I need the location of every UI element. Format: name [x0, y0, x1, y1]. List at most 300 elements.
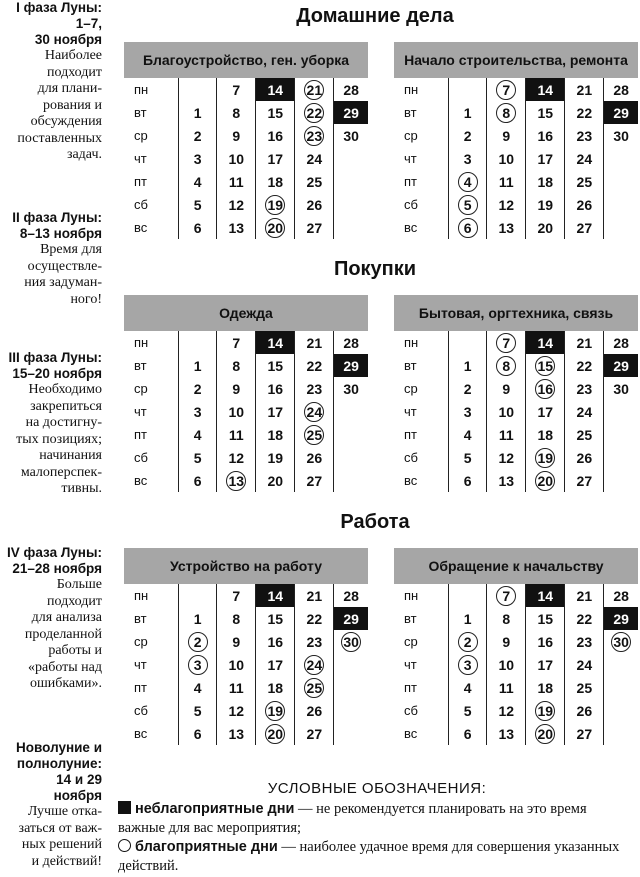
day-cell [526, 446, 565, 469]
day-number: 14 [267, 334, 284, 351]
calendar-row [394, 124, 638, 147]
calendar-grid [124, 584, 368, 745]
calendar-row [394, 331, 638, 354]
day-cell [295, 630, 334, 653]
day-cell [334, 124, 368, 147]
day-cell [295, 124, 334, 147]
day-number: 16 [267, 380, 284, 397]
day-number: 15 [537, 357, 554, 374]
day-cell [179, 377, 217, 400]
day-cell [526, 124, 565, 147]
day-number: 17 [537, 403, 554, 420]
weekday-label: ср [134, 634, 148, 649]
day-number: 14 [537, 334, 554, 351]
day-number: 27 [576, 472, 593, 489]
day-cell [565, 147, 604, 170]
day-number: 2 [463, 380, 472, 397]
day-cell [179, 469, 217, 492]
day-cell [526, 676, 565, 699]
empty-cell [179, 78, 217, 101]
day-number: 7 [502, 334, 511, 351]
day-cell [334, 78, 368, 101]
day-number: 10 [228, 150, 245, 167]
day-number: 10 [498, 403, 515, 420]
day-number: 16 [537, 127, 554, 144]
day-cell [217, 607, 256, 630]
day-cell [217, 446, 256, 469]
day-number: 27 [306, 472, 323, 489]
day-number: 2 [463, 633, 472, 650]
weekday-label: вс [404, 726, 418, 741]
calendar-row [394, 101, 638, 124]
calendar-row [394, 469, 638, 492]
day-cell [487, 400, 526, 423]
day-cell [256, 124, 295, 147]
day-cell [217, 354, 256, 377]
calendar-row [124, 147, 368, 170]
day-cell [487, 607, 526, 630]
day-cell [604, 377, 638, 400]
day-cell [334, 354, 368, 377]
day-number: 6 [193, 472, 202, 489]
day-number: 4 [463, 173, 472, 190]
day-cell [217, 400, 256, 423]
day-cell [487, 124, 526, 147]
day-cell [256, 216, 295, 239]
day-cell [449, 377, 487, 400]
day-cell [526, 147, 565, 170]
calendar-row [394, 170, 638, 193]
day-number: 1 [463, 610, 472, 627]
day-cell [179, 630, 217, 653]
day-cell [295, 331, 334, 354]
empty-cell [604, 699, 638, 722]
weekday-label: вс [134, 473, 148, 488]
day-cell [256, 400, 295, 423]
day-number: 8 [232, 357, 241, 374]
day-number: 6 [463, 472, 472, 489]
day-cell [449, 423, 487, 446]
day-number: 12 [228, 196, 245, 213]
day-number: 17 [537, 656, 554, 673]
day-number: 5 [193, 196, 202, 213]
day-number: 5 [463, 449, 472, 466]
day-number: 3 [193, 656, 202, 673]
day-cell [217, 630, 256, 653]
day-number: 14 [267, 81, 284, 98]
phase-heading: Новолуние и полнолуние: 14 и 29 ноября [16, 740, 102, 803]
day-cell [604, 101, 638, 124]
phase-heading: IV фаза Луны: 21–28 ноября [7, 545, 102, 576]
empty-cell [604, 170, 638, 193]
day-cell [487, 630, 526, 653]
calendar-title: Начало строительства, ремонта [394, 42, 638, 78]
day-number: 26 [306, 196, 323, 213]
empty-cell [334, 193, 368, 216]
day-cell [487, 469, 526, 492]
weekday-label: вт [404, 611, 417, 626]
day-number: 8 [502, 610, 511, 627]
weekday-label: пн [404, 82, 419, 97]
day-number: 8 [502, 357, 511, 374]
day-cell [295, 354, 334, 377]
weekday-label: сб [404, 703, 418, 718]
day-number: 4 [463, 679, 472, 696]
day-number: 20 [267, 725, 284, 742]
day-number: 25 [306, 679, 323, 696]
day-number: 1 [463, 104, 472, 121]
empty-cell [334, 216, 368, 239]
day-number: 29 [343, 357, 359, 374]
day-number: 25 [576, 426, 593, 443]
day-number: 2 [193, 633, 202, 650]
day-cell [295, 400, 334, 423]
day-cell [565, 78, 604, 101]
calendar-row [394, 722, 638, 745]
calendar-row [124, 653, 368, 676]
day-number: 26 [306, 702, 323, 719]
empty-cell [604, 400, 638, 423]
day-number: 5 [193, 449, 202, 466]
legend-good-text: — наиболее удачное время для совершения указанных действий. [118, 839, 620, 874]
weekday-label: вт [134, 358, 147, 373]
day-cell [295, 101, 334, 124]
day-number: 17 [267, 656, 284, 673]
day-cell [295, 78, 334, 101]
day-number: 22 [576, 104, 593, 121]
weekday-label: чт [134, 404, 147, 419]
day-cell [449, 630, 487, 653]
day-number: 21 [306, 587, 323, 604]
phase-heading: I фаза Луны: 1–7, 30 ноября [16, 0, 102, 47]
day-number: 29 [343, 104, 359, 121]
day-number: 12 [498, 702, 515, 719]
day-cell [526, 722, 565, 745]
section-title-work: Работа [340, 511, 410, 533]
day-number: 30 [343, 633, 359, 650]
weekday-label: вт [134, 611, 147, 626]
column-divider [106, 0, 107, 877]
day-number: 30 [343, 380, 359, 397]
day-number: 20 [267, 219, 284, 236]
day-cell [565, 400, 604, 423]
empty-cell [604, 722, 638, 745]
day-number: 2 [463, 127, 472, 144]
phase-text: Наиболее подходит для плани- рования и обсуждения поставленных задач. [17, 48, 102, 162]
day-cell [334, 377, 368, 400]
day-number: 3 [193, 150, 202, 167]
calendar-row [124, 469, 368, 492]
day-number: 30 [343, 127, 359, 144]
weekday-label: пн [404, 335, 419, 350]
day-cell [449, 607, 487, 630]
day-number: 6 [463, 219, 472, 236]
day-cell [256, 377, 295, 400]
weekday-label: пт [404, 680, 417, 695]
calendar-grid [394, 331, 638, 492]
day-cell [604, 630, 638, 653]
day-number: 24 [306, 150, 323, 167]
weekday-label: вт [134, 105, 147, 120]
weekday-label: чт [404, 404, 417, 419]
weekday-label: пн [134, 588, 149, 603]
weekday-label: сб [134, 197, 148, 212]
empty-cell [334, 469, 368, 492]
day-number: 3 [463, 150, 472, 167]
day-number: 25 [576, 173, 593, 190]
day-number: 19 [267, 449, 284, 466]
day-number: 18 [537, 173, 554, 190]
day-number: 29 [613, 610, 629, 627]
day-number: 22 [306, 104, 323, 121]
day-cell [179, 124, 217, 147]
weekday-label: сб [134, 703, 148, 718]
day-number: 30 [613, 633, 629, 650]
day-cell [565, 193, 604, 216]
day-cell [526, 699, 565, 722]
day-cell [565, 101, 604, 124]
weekday-label: вт [404, 358, 417, 373]
day-cell [217, 676, 256, 699]
day-number: 27 [576, 725, 593, 742]
day-cell [526, 469, 565, 492]
day-cell [487, 722, 526, 745]
calendar-row [394, 216, 638, 239]
day-number: 6 [193, 725, 202, 742]
day-number: 17 [537, 150, 554, 167]
day-cell [487, 584, 526, 607]
day-number: 5 [463, 702, 472, 719]
section-title-shopping: Покупки [333, 258, 417, 280]
day-number: 12 [498, 449, 515, 466]
day-number: 4 [193, 173, 202, 190]
day-number: 30 [613, 380, 629, 397]
day-number: 8 [502, 104, 511, 121]
weekday-label: вс [404, 220, 418, 235]
day-cell [179, 607, 217, 630]
day-cell [179, 354, 217, 377]
day-number: 4 [193, 426, 202, 443]
day-number: 1 [193, 357, 202, 374]
day-number: 13 [498, 219, 515, 236]
day-number: 9 [232, 633, 241, 650]
day-number: 22 [306, 610, 323, 627]
empty-cell [449, 331, 487, 354]
day-cell [565, 354, 604, 377]
day-number: 21 [576, 587, 593, 604]
day-cell [334, 607, 368, 630]
day-cell [449, 653, 487, 676]
calendar-row [394, 400, 638, 423]
day-cell [449, 101, 487, 124]
legend-unfavorable [118, 800, 636, 838]
day-number: 20 [537, 472, 554, 489]
day-number: 10 [498, 656, 515, 673]
day-cell [565, 722, 604, 745]
weekday-label: ср [404, 634, 418, 649]
day-number: 12 [228, 702, 245, 719]
day-number: 30 [613, 127, 629, 144]
day-number: 7 [232, 587, 241, 604]
day-cell [526, 170, 565, 193]
day-cell [217, 423, 256, 446]
day-cell [526, 584, 565, 607]
day-cell [295, 653, 334, 676]
day-cell [526, 423, 565, 446]
empty-cell [449, 78, 487, 101]
day-number: 22 [306, 357, 323, 374]
weekday-label: вс [134, 220, 148, 235]
phase-text: Необходимо закрепиться на достигну- тых позициях; начинания малоперспек- тивны. [16, 382, 102, 496]
day-cell [487, 216, 526, 239]
day-number: 10 [228, 656, 245, 673]
day-cell [295, 170, 334, 193]
day-cell [256, 653, 295, 676]
day-cell [179, 423, 217, 446]
day-cell [565, 331, 604, 354]
day-cell [449, 170, 487, 193]
weekday-label: чт [134, 657, 147, 672]
day-number: 6 [193, 219, 202, 236]
day-number: 28 [613, 334, 629, 351]
day-cell [565, 377, 604, 400]
day-cell [179, 676, 217, 699]
empty-cell [604, 216, 638, 239]
day-number: 20 [537, 219, 554, 236]
day-cell [217, 469, 256, 492]
day-number: 19 [267, 702, 284, 719]
day-number: 26 [576, 702, 593, 719]
day-number: 22 [576, 610, 593, 627]
day-number: 1 [193, 610, 202, 627]
day-number: 24 [576, 403, 593, 420]
day-number: 16 [267, 633, 284, 650]
day-number: 4 [193, 679, 202, 696]
day-cell [565, 216, 604, 239]
day-number: 27 [306, 219, 323, 236]
section-title-home: Домашние дела [296, 5, 454, 27]
empty-cell [334, 170, 368, 193]
calendar-grid [394, 584, 638, 745]
weekday-label: чт [134, 151, 147, 166]
day-number: 13 [498, 725, 515, 742]
day-number: 26 [576, 196, 593, 213]
day-number: 14 [537, 81, 554, 98]
day-number: 28 [343, 81, 359, 98]
day-cell [295, 446, 334, 469]
day-cell [449, 193, 487, 216]
day-number: 19 [537, 196, 554, 213]
day-cell [487, 446, 526, 469]
day-cell [256, 423, 295, 446]
weekday-label: пт [404, 427, 417, 442]
day-number: 3 [463, 656, 472, 673]
calendar-row [394, 193, 638, 216]
day-number: 27 [306, 725, 323, 742]
empty-cell [604, 446, 638, 469]
day-cell [449, 676, 487, 699]
empty-cell [179, 584, 217, 607]
phase-heading: III фаза Луны: 15–20 ноября [8, 350, 102, 381]
day-cell [487, 423, 526, 446]
day-cell [256, 193, 295, 216]
empty-cell [334, 147, 368, 170]
day-number: 11 [498, 679, 514, 696]
day-cell [604, 354, 638, 377]
calendar-row [124, 699, 368, 722]
day-cell [179, 170, 217, 193]
day-number: 14 [537, 587, 554, 604]
day-cell [295, 423, 334, 446]
empty-cell [334, 446, 368, 469]
day-number: 29 [343, 610, 359, 627]
day-number: 16 [537, 633, 554, 650]
day-cell [295, 377, 334, 400]
weekday-label: ср [404, 128, 418, 143]
day-cell [449, 446, 487, 469]
day-cell [565, 423, 604, 446]
day-number: 18 [537, 679, 554, 696]
day-cell [604, 78, 638, 101]
day-cell [565, 676, 604, 699]
day-number: 11 [498, 426, 514, 443]
day-cell [256, 630, 295, 653]
empty-cell [334, 400, 368, 423]
weekday-label: пн [404, 588, 419, 603]
empty-cell [334, 676, 368, 699]
day-cell [256, 170, 295, 193]
day-number: 26 [576, 449, 593, 466]
day-number: 8 [232, 104, 241, 121]
day-number: 22 [576, 357, 593, 374]
phase-text: Время для осуществле- ния задуман- ного! [24, 242, 102, 307]
day-number: 13 [228, 472, 245, 489]
day-number: 11 [228, 679, 244, 696]
day-number: 24 [306, 656, 323, 673]
day-number: 3 [463, 403, 472, 420]
day-cell [449, 147, 487, 170]
day-number: 15 [267, 104, 284, 121]
day-cell [565, 584, 604, 607]
empty-cell [334, 423, 368, 446]
calendar-title: Бытовая, оргтехника, связь [394, 295, 638, 331]
weekday-label: сб [134, 450, 148, 465]
day-cell [449, 354, 487, 377]
day-number: 2 [193, 380, 202, 397]
day-number: 7 [502, 81, 511, 98]
day-number: 18 [267, 426, 284, 443]
day-number: 15 [267, 357, 284, 374]
day-number: 29 [613, 104, 629, 121]
day-cell [295, 676, 334, 699]
day-number: 5 [463, 196, 472, 213]
calendar-row [124, 377, 368, 400]
day-number: 23 [306, 380, 323, 397]
empty-cell [179, 331, 217, 354]
day-number: 23 [576, 380, 593, 397]
day-number: 11 [228, 426, 244, 443]
day-cell [487, 354, 526, 377]
day-cell [179, 446, 217, 469]
calendar-row [394, 78, 638, 101]
day-number: 26 [306, 449, 323, 466]
day-cell [256, 78, 295, 101]
day-number: 15 [267, 610, 284, 627]
day-number: 19 [537, 702, 554, 719]
calendar-row [124, 722, 368, 745]
day-number: 21 [306, 81, 323, 98]
day-cell [604, 124, 638, 147]
